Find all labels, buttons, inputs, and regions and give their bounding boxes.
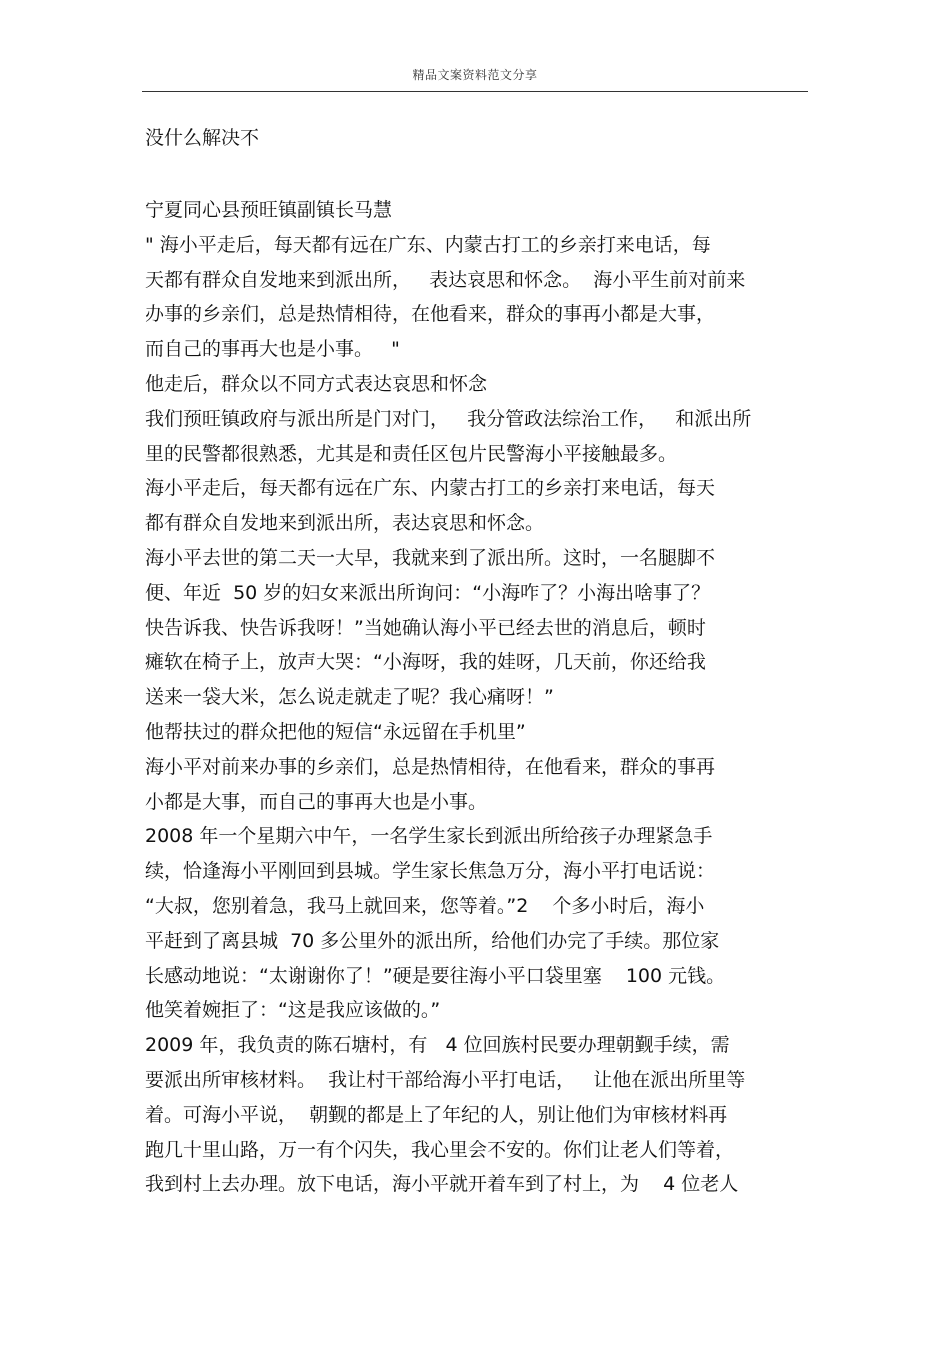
body-line: 瘫软在椅子上，放声大哭：“小海呀，我的娃呀，几天前，你还给我 [145, 651, 706, 674]
body-line: 要派出所审核材料。 我让村干部给海小平打电话， 让他在派出所里等 [145, 1068, 746, 1091]
body-line: 长感动地说：“太谢谢你了！”硬是要往海小平口袋里塞 100 元钱。 [145, 964, 726, 987]
body-line: 都有群众自发地来到派出所，表达哀思和怀念。 [145, 512, 545, 535]
body-line: 他走后，群众以不同方式表达哀思和怀念 [145, 372, 488, 395]
body-line: 海小平走后，每天都有远在广东、内蒙古打工的乡亲打来电话，每天 [145, 477, 716, 500]
body-line: 小都是大事，而自己的事再大也是小事。 [145, 790, 488, 813]
body-line: 他帮扶过的群众把他的短信“永远留在手机里” [145, 720, 526, 743]
body-line: 送来一袋大米，怎么说走就走了呢？我心痛呀！” [145, 686, 554, 709]
body-line: 便、年近 50 岁的妇女来派出所询问：“小海咋了？小海出啥事了？ [145, 581, 711, 604]
body-line: " 海小平走后，每天都有远在广东、内蒙古打工的乡亲打来电话，每 [145, 233, 711, 256]
body-line: 我们预旺镇政府与派出所是门对门， 我分管政法综治工作， 和派出所 [145, 407, 752, 430]
body-line: 2009 年，我负责的陈石塘村，有 4 位回族村民要办理朝觐手续，需 [145, 1034, 730, 1057]
body-line: 快告诉我、快告诉我呀！”当她确认海小平已经去世的消息后，顿时 [145, 616, 706, 639]
body-line: 续，恰逢海小平刚回到县城。学生家长焦急万分，海小平打电话说： [145, 860, 716, 883]
body-line: 海小平去世的第二天一大早，我就来到了派出所。这时，一名腿脚不 [145, 546, 716, 569]
body-line: 办事的乡亲们，总是热情相待，在他看来，群众的事再小都是大事， [145, 303, 716, 326]
body-line: 平赶到了离县城 70 多公里外的派出所，给他们办完了手续。那位家 [145, 929, 720, 952]
body-line: 跑几十里山路，万一有个闪失，我心里会不安的。你们让老人们等着， [145, 1138, 735, 1161]
header-divider [142, 91, 808, 92]
body-line: 他笑着婉拒了：“这是我应该做的。” [145, 999, 441, 1022]
body-line: 2008 年一个星期六中午，一名学生家长到派出所给孩子办理紧急手 [145, 825, 713, 848]
document-title: 没什么解决不 [145, 127, 260, 149]
page-header-text: 精品文案资料范文分享 [412, 68, 538, 82]
body-line: 而自己的事再大也是小事。 " [145, 338, 400, 361]
document-body [145, 195, 810, 1204]
body-line: 里的民警都很熟悉，尤其是和责任区包片民警海小平接触最多。 [145, 442, 678, 465]
body-line: 海小平对前来办事的乡亲们，总是热情相待，在他看来，群众的事再 [145, 755, 716, 778]
body-line: “大叔，您别着急，我马上就回来，您等着。”2 个多小时后，海小 [145, 894, 705, 917]
body-line: 宁夏同心县预旺镇副镇长马慧 [145, 199, 393, 221]
body-line: 天都有群众自发地来到派出所， 表达哀思和怀念。 海小平生前对前来 [145, 268, 746, 291]
body-line: 着。可海小平说， 朝觐的都是上了年纪的人，别让他们为审核材料再 [145, 1103, 728, 1126]
body-line: 我到村上去办理。放下电话，海小平就开着车到了村上，为 4 位老人 [145, 1173, 739, 1196]
